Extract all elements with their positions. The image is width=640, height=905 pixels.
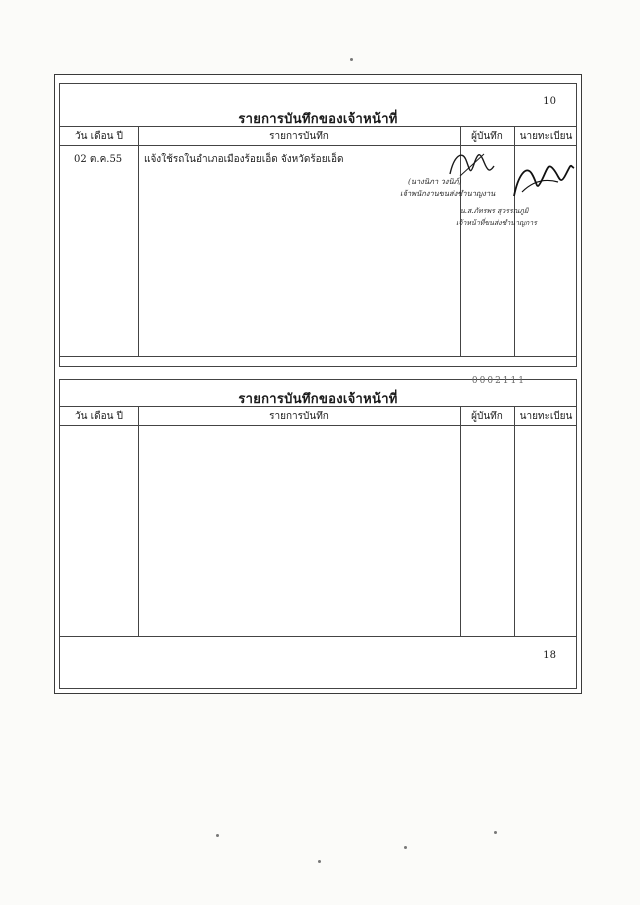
registrar-name: น.ส.ภัทรพร สุวรรณภูมิ — [460, 207, 529, 215]
registrar-signature-icon — [508, 156, 578, 202]
page-number-top: 10 — [543, 96, 556, 107]
scan-speck — [216, 834, 219, 837]
serial-fragment: 0002111 — [471, 376, 526, 386]
scan-speck — [404, 846, 407, 849]
record-table-bottom — [59, 376, 577, 689]
scan-speck — [494, 831, 497, 834]
table-bottom-line — [60, 356, 576, 357]
col-divider — [514, 406, 515, 636]
page-number-bottom: 18 — [543, 650, 556, 661]
entry-text: แจ้งใช้รถในอำเภอเมืองร้อยเอ็ด จังหวัดร้อยเอ็ด — [144, 154, 344, 165]
section-title-bottom: รายการบันทึกของเจ้าหน้าที่ — [238, 392, 398, 407]
col-header-registrar: นายทะเบียน — [519, 131, 573, 142]
col-divider — [138, 406, 139, 636]
document-sheet — [54, 74, 582, 694]
col-header-date: วัน เดือน ปี — [75, 131, 123, 142]
section-title-top: รายการบันทึกของเจ้าหน้าที่ — [238, 112, 398, 127]
scan-speck — [318, 860, 321, 863]
recorder-signature-icon — [440, 146, 500, 182]
recorder-name: (นางนิภา วงนิภ์) — [408, 177, 462, 186]
col-divider — [460, 406, 461, 636]
col-header-date: วัน เดือน ปี — [75, 411, 123, 422]
scan-speck — [350, 58, 353, 61]
registrar-title: เจ้าหน้าที่ขนส่งชำนาญการ — [456, 219, 537, 227]
col-header-recorder: ผู้บันทึก — [471, 131, 503, 142]
entry-date: 02 ต.ค.55 — [74, 154, 123, 165]
col-header-recorder: ผู้บันทึก — [471, 411, 503, 422]
col-header-record: รายการบันทึก — [269, 411, 329, 422]
col-divider — [138, 126, 139, 356]
table-bottom-line — [60, 636, 576, 637]
record-table-top — [59, 83, 577, 367]
recorder-title: เจ้าพนักงานขนส่งชำนาญงาน — [400, 189, 496, 198]
col-header-registrar: นายทะเบียน — [519, 411, 573, 422]
col-header-record: รายการบันทึก — [269, 131, 329, 142]
